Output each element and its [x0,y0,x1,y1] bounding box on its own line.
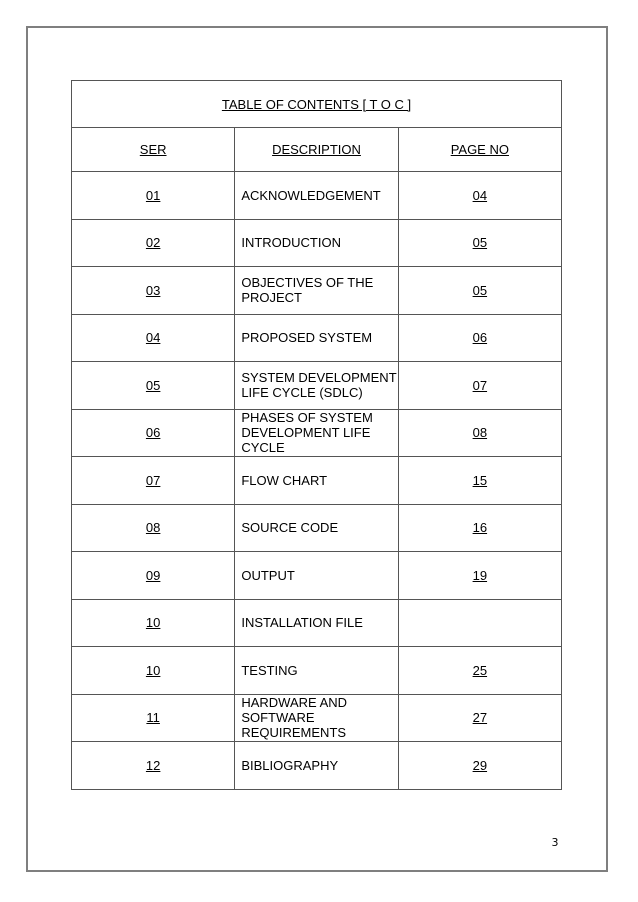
table-row [72,457,562,505]
ser-cell: 07 [72,457,235,505]
description-cell: OUTPUT [235,552,398,600]
ser-cell: 09 [72,552,235,600]
table-of-contents [71,80,562,790]
table-row [72,362,562,410]
description-cell: HARDWARE AND SOFTWARE REQUIREMENTS [235,694,398,742]
page-cell: 15 [398,457,561,505]
page-cell: 16 [398,504,561,552]
ser-cell: 11 [72,694,235,742]
description-cell: PROPOSED SYSTEM [235,314,398,362]
page-cell [398,599,561,647]
page-cell: 05 [398,267,561,315]
ser-cell: 02 [72,219,235,267]
page-cell: 27 [398,694,561,742]
description-cell: TESTING [235,647,398,695]
table-row [72,172,562,220]
ser-cell: 10 [72,647,235,695]
page-cell: 07 [398,362,561,410]
description-cell: INTRODUCTION [235,219,398,267]
ser-cell: 08 [72,504,235,552]
table-row [72,552,562,600]
ser-cell: 06 [72,409,235,457]
page-cell: 04 [398,172,561,220]
page-cell: 29 [398,742,561,790]
table-row [72,694,562,742]
table-row [72,647,562,695]
description-cell: FLOW CHART [235,457,398,505]
description-cell: BIBLIOGRAPHY [235,742,398,790]
page-cell: 19 [398,552,561,600]
ser-cell: 01 [72,172,235,220]
description-cell: SOURCE CODE [235,504,398,552]
table-row [72,742,562,790]
ser-cell: 03 [72,267,235,315]
description-cell: PHASES OF SYSTEM DEVELOPMENT LIFE CYCLE [235,409,398,457]
page-cell: 25 [398,647,561,695]
table-row [72,599,562,647]
page-cell: 08 [398,409,561,457]
header-page-no: PAGE NO [398,128,561,172]
toc-header-row [72,128,562,172]
description-cell: INSTALLATION FILE [235,599,398,647]
header-description: DESCRIPTION [235,128,398,172]
toc-title-row [72,81,562,128]
header-ser: SER [72,128,235,172]
table-row [72,314,562,362]
ser-cell: 12 [72,742,235,790]
page-cell: 06 [398,314,561,362]
description-cell: ACKNOWLEDGEMENT [235,172,398,220]
description-cell: OBJECTIVES OF THE PROJECT [235,267,398,315]
table-row [72,409,562,457]
table-row [72,219,562,267]
toc-title: TABLE OF CONTENTS [ T O C ] [72,81,562,128]
ser-cell: 10 [72,599,235,647]
ser-cell: 04 [72,314,235,362]
table-row [72,267,562,315]
ser-cell: 05 [72,362,235,410]
page-cell: 05 [398,219,561,267]
description-cell: SYSTEM DEVELOPMENT LIFE CYCLE (SDLC) [235,362,398,410]
table-row [72,504,562,552]
page-number: 3 [551,836,559,849]
